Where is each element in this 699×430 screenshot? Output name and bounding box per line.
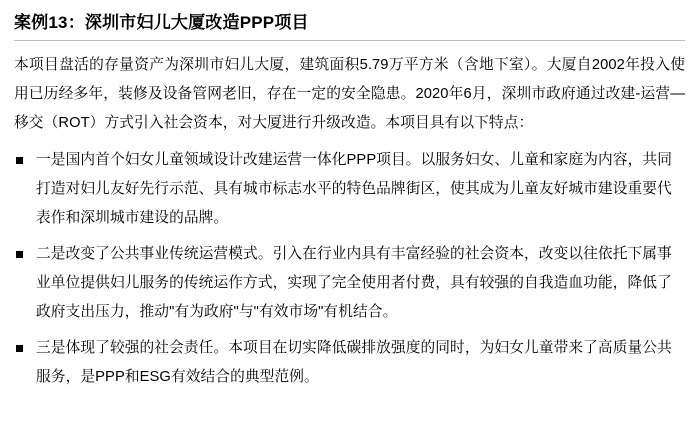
page-title: 案例13：深圳市妇儿大厦改造PPP项目	[14, 13, 309, 32]
list-item-text: 一是国内首个妇女儿童领域设计改建运营一体化PPP项目。以服务妇女、儿童和家庭为内容，共同打造对妇儿友好先行示范、具有城市标志水平的特色品牌街区，使其成为儿童友好城市建设重要代表作和深圳城市建设的品牌。	[36, 152, 672, 226]
intro-paragraph: 本项目盘活的存量资产为深圳市妇儿大厦，建筑面积5.79万平方米（含地下室）。大厦自2002年投入使用已历经多年，装修及设备管网老旧，存在一定的安全隐患。2020年6月，深圳市政府通过改建-运营—移交（ROT）方式引入社会资本，对大厦进行升级改造。本项目具有以下特点：	[14, 57, 685, 131]
square-bullet-icon	[16, 157, 23, 164]
list-item	[14, 240, 685, 327]
list-item-text: 二是改变了公共事业传统运营模式。引入在行业内具有丰富经验的社会资本，改变以往依托下属事业单位提供妇儿服务的传统运作方式，实现了完全使用者付费，具有较强的自我造血功能，降低了政府支出压力，推动"有为政府"与"有效市场"有机结合。	[36, 246, 672, 320]
square-bullet-icon	[16, 345, 23, 352]
list-item	[14, 334, 685, 392]
feature-bullet-list	[14, 146, 685, 392]
title-divider	[14, 40, 685, 41]
list-item	[14, 146, 685, 233]
list-item-text: 三是体现了较强的社会责任。本项目在切实降低碳排放强度的同时，为妇女儿童带来了高质量公共服务，是PPP和ESG有效结合的典型范例。	[36, 340, 672, 385]
square-bullet-icon	[16, 251, 23, 258]
